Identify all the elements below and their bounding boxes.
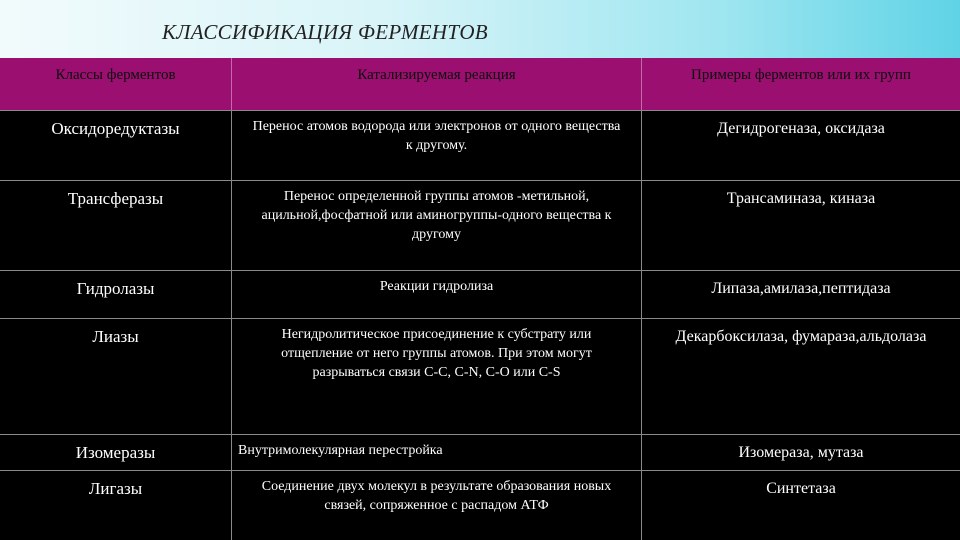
enzyme-examples: Изомераза, мутаза — [641, 435, 960, 470]
header-examples: Примеры ферментов или их групп — [641, 58, 960, 110]
table-row — [0, 180, 960, 270]
enzyme-class: Трансферазы — [67, 189, 164, 208]
enzyme-class: Изомеразы — [75, 443, 156, 462]
reaction-description: Негидролитическое присоединение к субстрату или отщепление от него группы атомов. При этом могут разрываться связи С-С, С-N, С-О или С-S — [231, 319, 641, 434]
header-enzyme-classes: Классы ферментов — [55, 67, 176, 83]
enzyme-class: Лиазы — [92, 327, 139, 346]
slide-title: КЛАССИФИКАЦИЯ ФЕРМЕНТОВ — [162, 20, 488, 44]
enzyme-examples: Дегидрогеназа, оксидаза — [641, 111, 960, 180]
enzyme-class: Лигазы — [88, 479, 143, 498]
enzyme-class: Оксидоредуктазы — [51, 119, 180, 138]
table-row — [0, 434, 960, 470]
table-row — [0, 110, 960, 180]
enzyme-examples: Декарбоксилаза, фумараза,альдолаза — [641, 319, 960, 434]
enzyme-classification-table — [0, 58, 960, 540]
table-header-row — [0, 58, 960, 110]
header-catalyzed-reaction: Катализируемая реакция — [231, 58, 641, 110]
enzyme-examples: Синтетаза — [641, 471, 960, 540]
reaction-description: Перенос атомов водорода или электронов от одного вещества к другому. — [231, 111, 641, 180]
table-row — [0, 470, 960, 540]
enzyme-examples: Трансаминаза, киназа — [641, 181, 960, 270]
reaction-description: Реакции гидролиза — [231, 271, 641, 318]
reaction-description: Соединение двух молекул в результате образования новых связей, сопряженное с распадом АТФ — [231, 471, 641, 540]
reaction-description: Перенос определенной группы атомов -метильной, ацильной,фосфатной или аминогруппы-одного вещества к другому — [231, 181, 641, 270]
table-row — [0, 270, 960, 318]
reaction-description: Внутримолекулярная перестройка — [231, 435, 641, 470]
enzyme-examples: Липаза,амилаза,пептидаза — [641, 271, 960, 318]
table-row — [0, 318, 960, 434]
enzyme-class: Гидролазы — [76, 279, 155, 298]
